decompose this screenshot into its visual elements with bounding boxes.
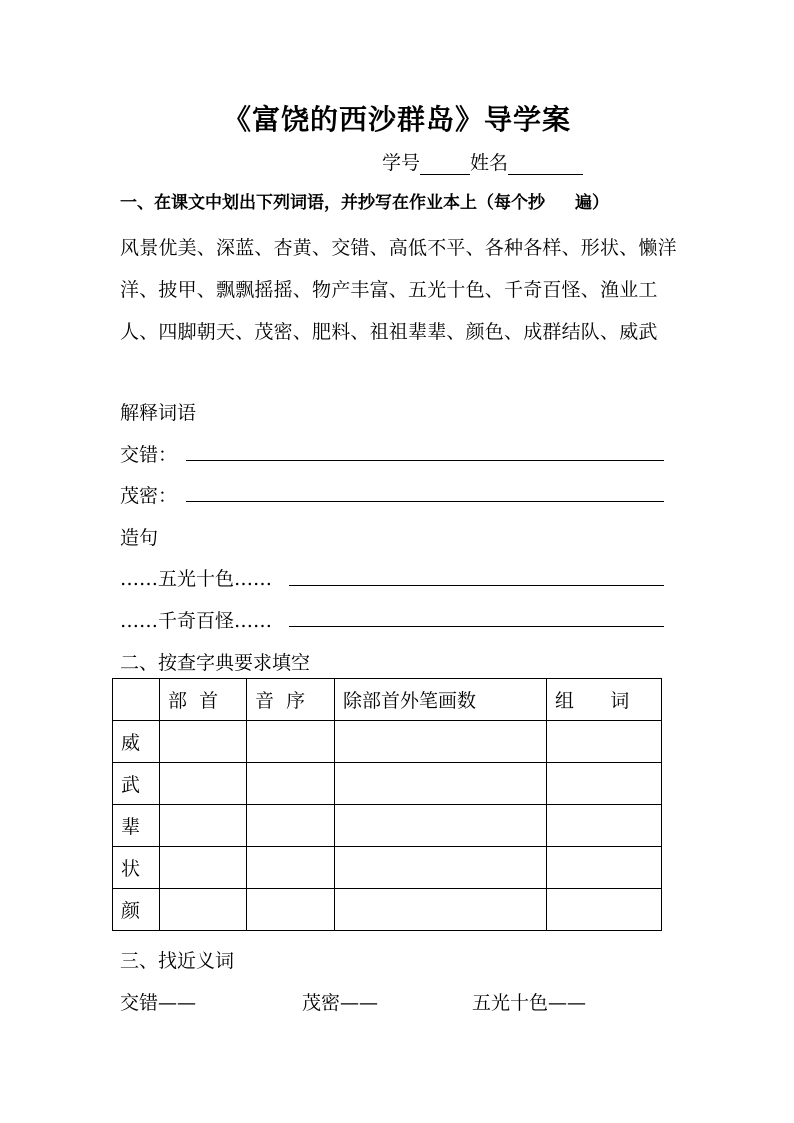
answer-cell[interactable] — [335, 721, 547, 763]
student-name-blank[interactable] — [508, 154, 583, 175]
answer-cell[interactable] — [335, 763, 547, 805]
answer-cell[interactable] — [247, 889, 335, 931]
table-header-row — [113, 679, 662, 721]
answer-cell[interactable] — [160, 721, 247, 763]
sentence-answer-line[interactable] — [289, 626, 664, 627]
answer-cell[interactable] — [547, 847, 662, 889]
answer-cell[interactable] — [160, 805, 247, 847]
answer-cell[interactable] — [247, 763, 335, 805]
table-header-cell: 音 序 — [247, 679, 335, 721]
row-character: 颜 — [113, 889, 160, 931]
synonym-item[interactable]: 茂密—— — [302, 992, 379, 1014]
explain-answer-line[interactable] — [186, 460, 664, 461]
student-number-label: 学号 — [382, 152, 421, 174]
section1-heading-end: 遍） — [575, 193, 609, 213]
row-character: 状 — [113, 847, 160, 889]
table-header-cell: 组 词 — [547, 679, 662, 721]
dictionary-table — [112, 678, 662, 931]
answer-cell[interactable] — [547, 805, 662, 847]
synonym-item[interactable]: 交错—— — [120, 992, 197, 1014]
vocabulary-list: 风景优美、深蓝、杏黄、交错、高低不平、各种各样、形状、懒洋洋、披甲、飘飘摇摇、物产丰富、五光十色、千奇百怪、渔业工人、四脚朝天、茂密、肥料、祖祖辈辈、颜色、成群结队、威武 — [120, 237, 677, 343]
student-name-label: 姓名 — [470, 152, 509, 174]
page-title: 《富饶的西沙群岛》导学案 — [222, 103, 571, 136]
answer-cell[interactable] — [247, 847, 335, 889]
section1-heading — [120, 188, 609, 213]
table-row — [113, 805, 662, 847]
sentence-prompt: ……千奇百怪…… — [120, 610, 273, 632]
explain-item-label: 交错： — [120, 444, 178, 466]
sentence-prompt: ……五光十色…… — [120, 568, 273, 590]
student-info — [382, 148, 583, 175]
table-row — [113, 721, 662, 763]
table-header-cell — [113, 679, 160, 721]
answer-cell[interactable] — [547, 889, 662, 931]
table-header-cell: 部 首 — [160, 679, 247, 721]
sentence-answer-line[interactable] — [289, 585, 664, 586]
table-row — [113, 847, 662, 889]
section3-heading: 三、找近义词 — [120, 950, 235, 972]
table-row — [113, 889, 662, 931]
section1-heading-text: 一、在课文中划出下列词语，并抄写在作业本上（每个抄 — [120, 193, 545, 213]
explain-answer-line[interactable] — [186, 501, 664, 502]
row-character: 辈 — [113, 805, 160, 847]
answer-cell[interactable] — [160, 889, 247, 931]
answer-cell[interactable] — [547, 721, 662, 763]
answer-cell[interactable] — [335, 847, 547, 889]
answer-cell[interactable] — [335, 805, 547, 847]
answer-cell[interactable] — [160, 763, 247, 805]
row-character: 威 — [113, 721, 160, 763]
section2-heading: 二、按查字典要求填空 — [120, 652, 311, 674]
table-row — [113, 763, 662, 805]
answer-cell[interactable] — [547, 763, 662, 805]
row-character: 武 — [113, 763, 160, 805]
explain-item-label: 茂密： — [120, 485, 178, 507]
sentence-heading: 造句 — [120, 527, 159, 549]
answer-cell[interactable] — [247, 721, 335, 763]
student-number-blank[interactable] — [420, 154, 470, 175]
synonym-item[interactable]: 五光十色—— — [472, 992, 587, 1014]
answer-cell[interactable] — [247, 805, 335, 847]
answer-cell[interactable] — [160, 847, 247, 889]
table-header-cell: 除部首外笔画数 — [335, 679, 547, 721]
answer-cell[interactable] — [335, 889, 547, 931]
explain-heading: 解释词语 — [120, 402, 197, 424]
